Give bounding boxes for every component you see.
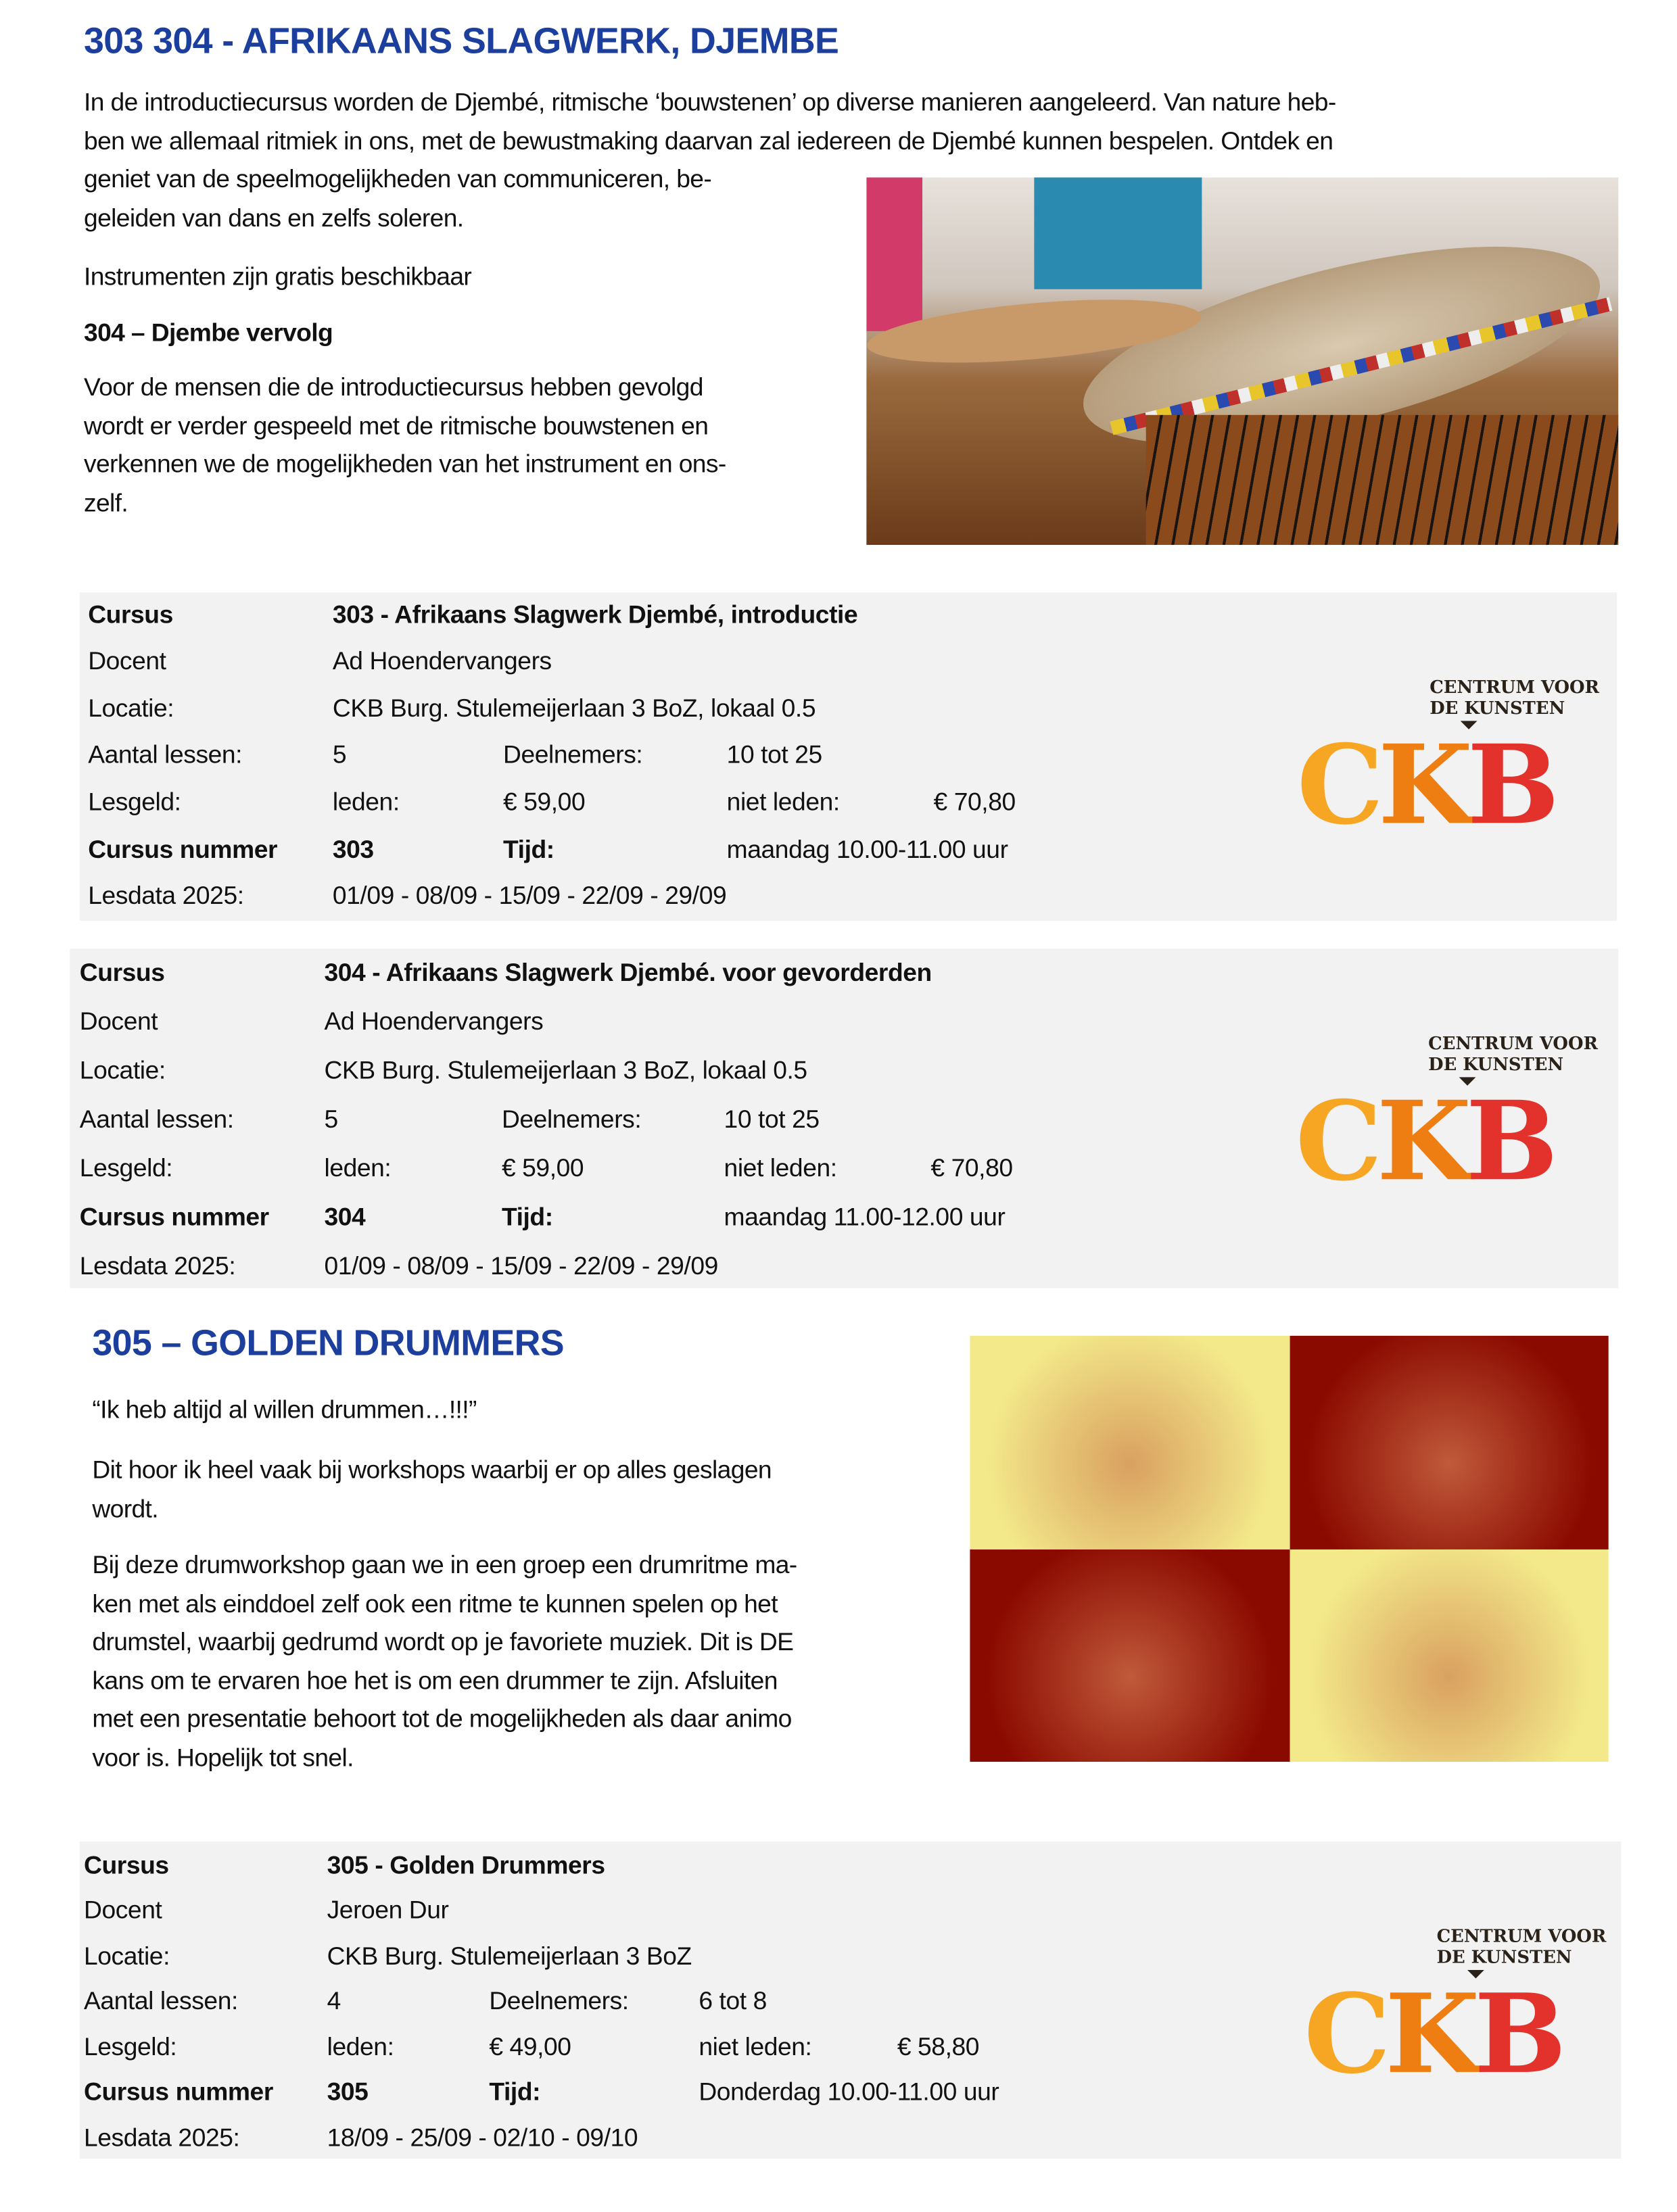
instruments-note: Instrumenten zijn gratis beschikbaar — [84, 262, 472, 291]
lessen-value: 4 — [327, 1986, 341, 2015]
paragraph-workshops — [92, 1451, 772, 1529]
text-line: drumstel, waarbij gedrumd wordt op je favoriete muziek. Dit is DE — [92, 1627, 794, 1656]
price-niet-leden: € 58,80 — [897, 2033, 980, 2061]
text-line: wordt. — [92, 1494, 158, 1522]
text-line: geleiden van dans en zelfs soleren. — [84, 203, 464, 232]
logo-line: CENTRUM VOOR — [1428, 1032, 1598, 1054]
label-locatie: Locatie: — [88, 694, 174, 723]
course-table-304 — [70, 948, 1618, 1288]
section-title-golden-drummers: 305 – GOLDEN DRUMMERS — [92, 1322, 565, 1364]
text-line: ken met als einddoel zelf ook een ritme te kunnen spelen op het — [92, 1589, 778, 1618]
docent-value: Ad Hoendervangers — [332, 646, 552, 675]
logo-letter: C — [1304, 1971, 1386, 2099]
nummer-value: 303 — [332, 835, 374, 864]
text-line: Dit hoor ik heel vaak bij workshops waarbij er op alles geslagen — [92, 1456, 772, 1484]
label-leden: leden: — [327, 2033, 394, 2061]
lesdata-value: 18/09 - 25/09 - 02/10 - 09/10 — [327, 2123, 638, 2152]
nummer-value: 304 — [324, 1203, 366, 1231]
text-line: verkennen we de mogelijkheden van het instrument en ons- — [84, 450, 726, 478]
label-niet-leden: niet leden: — [699, 2033, 812, 2061]
nummer-value: 305 — [327, 2077, 369, 2106]
label-cursus: Cursus — [79, 958, 165, 987]
price-niet-leden: € 70,80 — [930, 1154, 1013, 1182]
label-lesdata: Lesdata 2025: — [79, 1251, 236, 1280]
text-line: zelf. — [84, 488, 128, 516]
label-nummer: Cursus nummer — [88, 835, 278, 864]
label-lesdata: Lesdata 2025: — [84, 2123, 240, 2152]
course-name: 303 - Afrikaans Slagwerk Djembé, introductie — [332, 600, 858, 629]
quote: “Ik heb altijd al willen drummen…!!!” — [92, 1395, 477, 1424]
price-leden: € 59,00 — [503, 788, 586, 816]
label-niet-leden: niet leden: — [726, 788, 840, 816]
label-locatie: Locatie: — [79, 1056, 166, 1084]
label-leden: leden: — [332, 788, 400, 816]
docent-value: Ad Hoendervangers — [324, 1007, 544, 1036]
drummer-pop-art-image — [970, 1336, 1608, 1762]
logo-letter: B — [1474, 1971, 1561, 2099]
ckb-logo — [1296, 676, 1599, 858]
text-line: Voor de mensen die de introductiecursus hebben gevolgd — [84, 372, 703, 402]
lessen-value: 5 — [332, 740, 347, 769]
text-line: voor is. Hopelijk tot snel. — [92, 1743, 354, 1771]
text-line: wordt er verder gespeeld met de ritmische bouwstenen en — [84, 411, 709, 439]
logo-letter: C — [1296, 722, 1378, 850]
label-aantal: Aantal lessen: — [79, 1105, 234, 1134]
section-title-djembe: 303 304 - AFRIKAANS SLAGWERK, DJEMBE — [84, 19, 839, 62]
label-lesgeld: Lesgeld: — [79, 1154, 173, 1182]
logo-line: CENTRUM VOOR — [1430, 676, 1599, 698]
label-niet-leden: niet leden: — [724, 1154, 837, 1182]
label-lesgeld: Lesgeld: — [84, 2033, 177, 2061]
logo-line: DE KUNSTEN — [1436, 1946, 1572, 1967]
text-line: Bij deze drumworkshop gaan we in een groep een drumritme ma- — [92, 1551, 797, 1579]
course-name: 304 - Afrikaans Slagwerk Djembé. voor gevorderden — [324, 958, 932, 987]
label-leden: leden: — [324, 1154, 392, 1182]
label-aantal: Aantal lessen: — [88, 740, 243, 769]
course-table-303 — [80, 592, 1617, 921]
subheading-vervolg: 304 – Djembe vervolg — [84, 318, 333, 347]
locatie-value: CKB Burg. Stulemeijerlaan 3 BoZ, lokaal 0.5 — [332, 694, 816, 723]
ckb-logo — [1304, 1925, 1607, 2107]
label-cursus: Cursus — [88, 600, 173, 629]
logo-line: DE KUNSTEN — [1428, 1053, 1564, 1075]
logo-letter: C — [1295, 1078, 1377, 1206]
price-niet-leden: € 70,80 — [933, 788, 1016, 816]
label-deelnemers: Deelnemers: — [503, 740, 643, 769]
text-line: met een presentatie behoort tot de mogelijkheden als daar animo — [92, 1704, 792, 1733]
label-docent: Docent — [84, 1896, 162, 1924]
tijd-value: maandag 10.00-11.00 uur — [726, 835, 1008, 864]
logo-letter: B — [1467, 722, 1554, 850]
lessen-value: 5 — [324, 1105, 338, 1134]
deelnemers-value: 6 tot 8 — [699, 1986, 767, 2015]
label-docent: Docent — [88, 646, 166, 675]
locatie-value: CKB Burg. Stulemeijerlaan 3 BoZ, lokaal 0.5 — [324, 1056, 807, 1084]
label-docent: Docent — [79, 1007, 158, 1036]
label-aantal: Aantal lessen: — [84, 1986, 238, 2015]
price-leden: € 49,00 — [489, 2033, 571, 2061]
label-lesdata: Lesdata 2025: — [88, 882, 244, 910]
label-cursus: Cursus — [84, 1851, 169, 1879]
tijd-value: Donderdag 10.00-11.00 uur — [699, 2077, 999, 2106]
deelnemers-value: 10 tot 25 — [726, 740, 822, 769]
vervolg-paragraph — [84, 369, 726, 523]
docent-value: Jeroen Dur — [327, 1896, 449, 1924]
course-table-305 — [80, 1842, 1622, 2159]
ckb-logo — [1295, 1032, 1598, 1214]
lesdata-value: 01/09 - 08/09 - 15/09 - 22/09 - 29/09 — [332, 882, 727, 910]
course-name: 305 - Golden Drummers — [327, 1851, 605, 1879]
label-tijd: Tijd: — [501, 1203, 553, 1231]
logo-letter: K — [1377, 722, 1467, 850]
logo-letter: K — [1376, 1078, 1466, 1206]
logo-letter: K — [1385, 1971, 1475, 2099]
locatie-value: CKB Burg. Stulemeijerlaan 3 BoZ — [327, 1942, 692, 1971]
label-tijd: Tijd: — [503, 835, 554, 864]
tijd-value: maandag 11.00-12.00 uur — [724, 1203, 1006, 1231]
label-nummer: Cursus nummer — [84, 2077, 273, 2106]
logo-line: CENTRUM VOOR — [1436, 1925, 1607, 1946]
label-deelnemers: Deelnemers: — [489, 1986, 629, 2015]
lesdata-value: 01/09 - 08/09 - 15/09 - 22/09 - 29/09 — [324, 1251, 718, 1280]
label-deelnemers: Deelnemers: — [501, 1105, 642, 1134]
deelnemers-value: 10 tot 25 — [724, 1105, 820, 1134]
text-line: ben we allemaal ritmiek in ons, met de bewustmaking daarvan zal iedereen de Djembé kunnen bespelen. Ontdek en — [84, 126, 1333, 155]
label-nummer: Cursus nummer — [79, 1203, 269, 1231]
text-line: geniet van de speelmogelijkheden van communiceren, be- — [84, 164, 712, 193]
paragraph-drumworkshop — [92, 1547, 797, 1777]
djembe-photo — [866, 177, 1618, 545]
label-locatie: Locatie: — [84, 1942, 170, 1971]
label-tijd: Tijd: — [489, 2077, 541, 2106]
text-line: kans om te ervaren hoe het is om een drummer te zijn. Afsluiten — [92, 1666, 778, 1694]
logo-letter: B — [1465, 1078, 1553, 1206]
logo-line: DE KUNSTEN — [1430, 697, 1565, 719]
label-lesgeld: Lesgeld: — [88, 788, 181, 816]
text-line: In de introductiecursus worden de Djembé, ritmische ‘bouwstenen’ op diverse manieren aangeleerd. Van nature heb- — [84, 88, 1336, 116]
price-leden: € 59,00 — [501, 1154, 584, 1182]
